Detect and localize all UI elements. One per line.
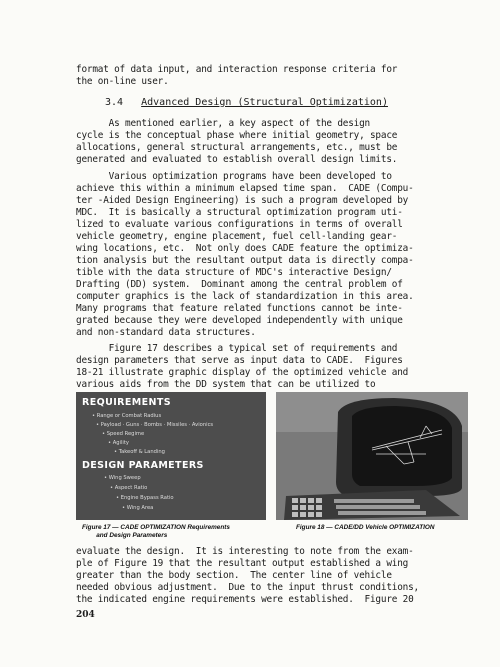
text-line: Various optimization programs have been developed to — [76, 171, 392, 182]
figure-18-caption: Figure 18 — CADE/DD Vehicle OPTIMIZATION — [296, 524, 435, 531]
text-line: lized to evaluate various configurations in terms of overall — [76, 219, 403, 230]
text-line: needed obvious adjustment. Due to the input thrust conditions, — [76, 582, 419, 593]
text-line: design parameters that serve as input data to CADE. Figures — [76, 355, 403, 366]
terminal-photo — [276, 392, 468, 520]
text-line: greater than the body section. The center line of vehicle — [76, 570, 392, 581]
design-parameters-heading: DESIGN PARAMETERS — [82, 460, 204, 471]
design-parameter-item: • Engine Bypass Ratio — [116, 495, 174, 501]
requirement-item: • Payload · Guns · Bombs · Missiles · Avionics — [96, 422, 214, 428]
text-line: allocations, general structural arrangements, etc., must be — [76, 142, 398, 153]
text-line: achieve this within a minimum elapsed time span. CADE (Compu- — [76, 183, 414, 194]
design-parameter-item: • Wing Sweep — [104, 475, 141, 481]
text-line: the indicated engine requirements were established. Figure 20 — [76, 594, 414, 605]
text-line: tible with the data structure of MDC's interactive Design/ — [76, 267, 392, 278]
text-line: Drafting (DD) system. Dominant among the central problem of — [76, 279, 403, 290]
section-heading — [105, 97, 388, 108]
text-line: Many programs that feature related functions cannot be inte- — [76, 303, 403, 314]
text-line: grated because they were developed independently with unique — [76, 315, 403, 326]
figure-18-image — [276, 392, 468, 520]
text-line: wing locations, etc. Not only does CADE feature the optimiza- — [76, 243, 414, 254]
text-line: evaluate the design. It is interesting to note from the exam- — [76, 546, 414, 557]
page-number: 204 — [76, 610, 95, 620]
text-line: MDC. It is basically a structural optimization program uti- — [76, 207, 403, 218]
text-line: As mentioned earlier, a key aspect of the design — [76, 118, 370, 129]
text-line: ter -Aided Design Engineering) is such a program developed by — [76, 195, 409, 206]
requirement-item: • Range or Combat Radius — [92, 413, 162, 419]
figure-17-caption — [82, 524, 230, 540]
text-line: and non-standard data structures. — [76, 327, 256, 338]
figure-17-caption-line: and Design Parameters — [96, 532, 168, 539]
text-line: computer graphics is the lack of standardization in this area. — [76, 291, 414, 302]
design-parameter-item: • Wing Area — [122, 505, 154, 511]
design-parameter-item: • Aspect Ratio — [110, 485, 148, 491]
requirement-item: • Takeoff & Landing — [114, 449, 165, 455]
requirement-item: • Agility — [108, 440, 129, 446]
section-title: Advanced Design (Structural Optimization) — [141, 97, 388, 108]
text-line: format of data input, and interaction response criteria for — [76, 64, 398, 75]
text-line: various aids from the DD system that can be utilized to — [76, 379, 376, 390]
figure-17-image — [76, 392, 266, 520]
text-line: the on-line user. — [76, 76, 169, 87]
requirement-item: • Speed Regime — [102, 431, 145, 437]
section-number: 3.4 — [105, 97, 124, 108]
requirements-heading: REQUIREMENTS — [82, 397, 171, 408]
text-line: Figure 17 describes a typical set of requirements and — [76, 343, 398, 354]
text-line: ple of Figure 19 that the resultant output established a wing — [76, 558, 409, 569]
text-line: vehicle geometry, engine placement, fuel cell-landing gear- — [76, 231, 398, 242]
text-line: cycle is the conceptual phase where initial geometry, space — [76, 130, 398, 141]
text-line: generated and evaluated to establish overall design limits. — [76, 154, 398, 165]
figure-17-caption-line: Figure 17 — CADE OPTIMIZATION Requirements — [82, 524, 230, 531]
text-line: 18-21 illustrate graphic display of the optimized vehicle and — [76, 367, 409, 378]
text-line: tion analysis but the resultant output data is directly compa- — [76, 255, 414, 266]
